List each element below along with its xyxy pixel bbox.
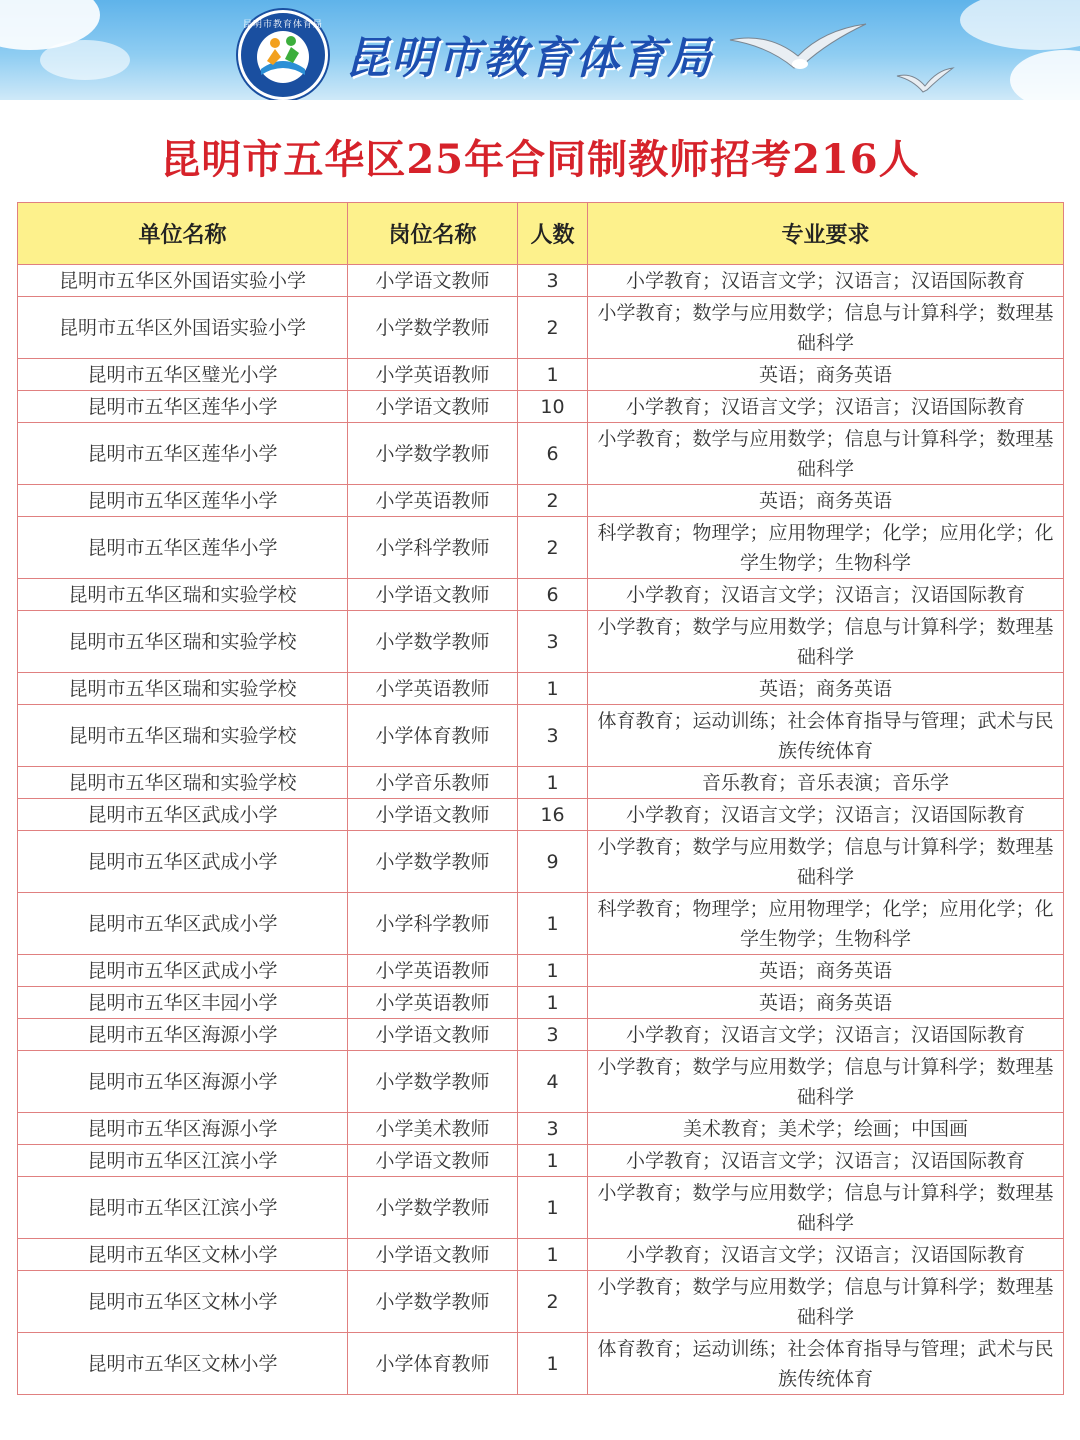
cell-major: 英语；商务英语	[588, 673, 1064, 705]
table-row	[18, 705, 1064, 767]
cell-major: 小学教育；数学与应用数学；信息与计算科学；数理基础科学	[588, 297, 1064, 359]
cell-post: 小学音乐教师	[348, 767, 518, 799]
header-unit: 单位名称	[18, 203, 348, 265]
cell-count: 1	[518, 1239, 588, 1271]
table-row	[18, 799, 1064, 831]
cell-major: 体育教育；运动训练；社会体育指导与管理；武术与民族传统体育	[588, 705, 1064, 767]
cell-post: 小学数学教师	[348, 423, 518, 485]
cell-post: 小学英语教师	[348, 359, 518, 391]
cell-count: 1	[518, 1145, 588, 1177]
cell-unit: 昆明市五华区外国语实验小学	[18, 265, 348, 297]
cloud-decoration	[1010, 50, 1080, 100]
table-row	[18, 423, 1064, 485]
cell-count: 3	[518, 265, 588, 297]
table-row	[18, 1333, 1064, 1395]
cell-count: 3	[518, 1019, 588, 1051]
cell-major: 小学教育；数学与应用数学；信息与计算科学；数理基础科学	[588, 1177, 1064, 1239]
cell-count: 16	[518, 799, 588, 831]
cell-count: 1	[518, 1177, 588, 1239]
table-row	[18, 1019, 1064, 1051]
cell-count: 3	[518, 611, 588, 673]
cell-count: 1	[518, 767, 588, 799]
cell-major: 英语；商务英语	[588, 485, 1064, 517]
table-row	[18, 611, 1064, 673]
cell-major: 体育教育；运动训练；社会体育指导与管理；武术与民族传统体育	[588, 1333, 1064, 1395]
cell-post: 小学英语教师	[348, 955, 518, 987]
table-row	[18, 297, 1064, 359]
cell-post: 小学体育教师	[348, 1333, 518, 1395]
cell-major: 小学教育；数学与应用数学；信息与计算科学；数理基础科学	[588, 831, 1064, 893]
org-name: 昆明市教育体育局	[345, 33, 713, 84]
cell-major: 小学教育；汉语言文学；汉语言；汉语国际教育	[588, 1239, 1064, 1271]
table-row	[18, 517, 1064, 579]
cell-major: 小学教育；数学与应用数学；信息与计算科学；数理基础科学	[588, 1271, 1064, 1333]
cell-post: 小学英语教师	[348, 673, 518, 705]
cell-major: 小学教育；汉语言文学；汉语言；汉语国际教育	[588, 1019, 1064, 1051]
table-header-row	[18, 203, 1064, 265]
cell-major: 科学教育；物理学；应用物理学；化学；应用化学；化学生物学；生物科学	[588, 893, 1064, 955]
cell-post: 小学语文教师	[348, 391, 518, 423]
cell-count: 1	[518, 359, 588, 391]
cell-unit: 昆明市五华区莲华小学	[18, 517, 348, 579]
cell-count: 6	[518, 579, 588, 611]
cell-major: 小学教育；数学与应用数学；信息与计算科学；数理基础科学	[588, 423, 1064, 485]
cell-major: 小学教育；汉语言文学；汉语言；汉语国际教育	[588, 265, 1064, 297]
cell-post: 小学语文教师	[348, 579, 518, 611]
table-row	[18, 391, 1064, 423]
cell-count: 4	[518, 1051, 588, 1113]
cell-post: 小学科学教师	[348, 517, 518, 579]
table-row	[18, 1271, 1064, 1333]
cell-post: 小学语文教师	[348, 799, 518, 831]
cell-post: 小学科学教师	[348, 893, 518, 955]
cell-unit: 昆明市五华区瑞和实验学校	[18, 579, 348, 611]
cell-unit: 昆明市五华区武成小学	[18, 893, 348, 955]
cell-major: 小学教育；数学与应用数学；信息与计算科学；数理基础科学	[588, 611, 1064, 673]
cell-unit: 昆明市五华区瑞和实验学校	[18, 611, 348, 673]
cell-count: 3	[518, 1113, 588, 1145]
cell-post: 小学英语教师	[348, 987, 518, 1019]
cell-unit: 昆明市五华区文林小学	[18, 1271, 348, 1333]
cell-major: 科学教育；物理学；应用物理学；化学；应用化学；化学生物学；生物科学	[588, 517, 1064, 579]
cell-post: 小学数学教师	[348, 297, 518, 359]
cell-unit: 昆明市五华区海源小学	[18, 1113, 348, 1145]
cell-post: 小学体育教师	[348, 705, 518, 767]
cell-unit: 昆明市五华区武成小学	[18, 799, 348, 831]
table-row	[18, 1239, 1064, 1271]
cell-count: 3	[518, 705, 588, 767]
cell-post: 小学美术教师	[348, 1113, 518, 1145]
cell-post: 小学语文教师	[348, 265, 518, 297]
cell-unit: 昆明市五华区莲华小学	[18, 485, 348, 517]
cell-unit: 昆明市五华区莲华小学	[18, 391, 348, 423]
cell-unit: 昆明市五华区江滨小学	[18, 1145, 348, 1177]
cell-unit: 昆明市五华区瑞和实验学校	[18, 705, 348, 767]
seagull-icon	[895, 66, 955, 98]
cell-post: 小学语文教师	[348, 1239, 518, 1271]
table-row	[18, 1051, 1064, 1113]
cell-unit: 昆明市五华区武成小学	[18, 955, 348, 987]
recruitment-table	[17, 202, 1064, 1395]
cell-post: 小学数学教师	[348, 611, 518, 673]
cell-unit: 昆明市五华区莲华小学	[18, 423, 348, 485]
table-row	[18, 987, 1064, 1019]
cell-unit: 昆明市五华区海源小学	[18, 1051, 348, 1113]
cell-major: 英语；商务英语	[588, 955, 1064, 987]
cell-post: 小学数学教师	[348, 831, 518, 893]
cell-unit: 昆明市五华区武成小学	[18, 831, 348, 893]
table-row	[18, 955, 1064, 987]
cell-count: 1	[518, 955, 588, 987]
cell-major: 英语；商务英语	[588, 987, 1064, 1019]
cell-count: 2	[518, 297, 588, 359]
cell-major: 音乐教育；音乐表演；音乐学	[588, 767, 1064, 799]
table-row	[18, 767, 1064, 799]
logo-ring-text: 昆明市教育体育局	[242, 20, 323, 30]
cell-major: 小学教育；汉语言文学；汉语言；汉语国际教育	[588, 579, 1064, 611]
seagull-icon	[728, 22, 868, 82]
cell-unit: 昆明市五华区海源小学	[18, 1019, 348, 1051]
table-row	[18, 1177, 1064, 1239]
cell-count: 1	[518, 893, 588, 955]
cell-unit: 昆明市五华区外国语实验小学	[18, 297, 348, 359]
cloud-decoration	[960, 0, 1080, 50]
table-row	[18, 1113, 1064, 1145]
cell-count: 9	[518, 831, 588, 893]
table-row	[18, 265, 1064, 297]
cell-major: 小学教育；汉语言文学；汉语言；汉语国际教育	[588, 799, 1064, 831]
cell-major: 英语；商务英语	[588, 359, 1064, 391]
cell-post: 小学数学教师	[348, 1051, 518, 1113]
cell-count: 2	[518, 517, 588, 579]
table-row	[18, 579, 1064, 611]
cell-count: 6	[518, 423, 588, 485]
cell-major: 小学教育；数学与应用数学；信息与计算科学；数理基础科学	[588, 1051, 1064, 1113]
cell-count: 2	[518, 485, 588, 517]
cell-count: 10	[518, 391, 588, 423]
cell-count: 1	[518, 987, 588, 1019]
cell-major: 小学教育；汉语言文学；汉语言；汉语国际教育	[588, 1145, 1064, 1177]
header-count: 人数	[518, 203, 588, 265]
cell-unit: 昆明市五华区丰园小学	[18, 987, 348, 1019]
table-row	[18, 485, 1064, 517]
cell-unit: 昆明市五华区文林小学	[18, 1239, 348, 1271]
cell-post: 小学数学教师	[348, 1271, 518, 1333]
cell-count: 2	[518, 1271, 588, 1333]
table-row	[18, 893, 1064, 955]
table-row	[18, 831, 1064, 893]
cell-unit: 昆明市五华区璧光小学	[18, 359, 348, 391]
cell-post: 小学数学教师	[348, 1177, 518, 1239]
header-major: 专业要求	[588, 203, 1064, 265]
cell-post: 小学语文教师	[348, 1145, 518, 1177]
cell-post: 小学英语教师	[348, 485, 518, 517]
cell-count: 1	[518, 1333, 588, 1395]
cell-post: 小学语文教师	[348, 1019, 518, 1051]
cell-major: 美术教育；美术学；绘画；中国画	[588, 1113, 1064, 1145]
bureau-logo-icon	[238, 10, 328, 100]
cloud-decoration	[40, 40, 130, 80]
cell-unit: 昆明市五华区文林小学	[18, 1333, 348, 1395]
table-row	[18, 1145, 1064, 1177]
header-post: 岗位名称	[348, 203, 518, 265]
cell-unit: 昆明市五华区江滨小学	[18, 1177, 348, 1239]
cell-unit: 昆明市五华区瑞和实验学校	[18, 673, 348, 705]
header-banner	[0, 0, 1080, 100]
page-title: 昆明市五华区25年合同制教师招考216人	[160, 136, 920, 183]
cell-major: 小学教育；汉语言文学；汉语言；汉语国际教育	[588, 391, 1064, 423]
table-row	[18, 359, 1064, 391]
cell-count: 1	[518, 673, 588, 705]
table-row	[18, 673, 1064, 705]
cell-unit: 昆明市五华区瑞和实验学校	[18, 767, 348, 799]
